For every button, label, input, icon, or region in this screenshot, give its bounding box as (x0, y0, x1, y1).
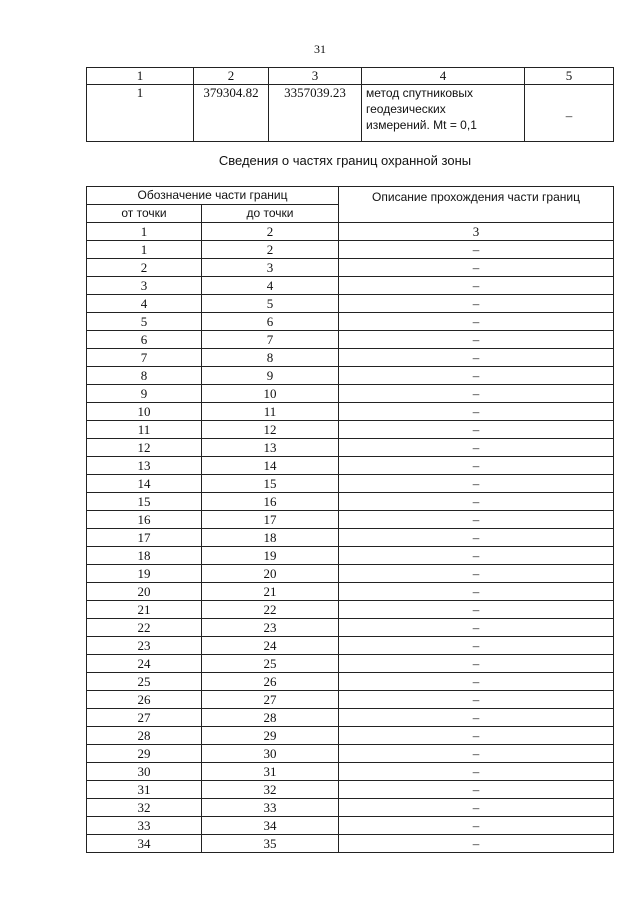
table-row (87, 655, 614, 673)
from-point: 6 (87, 331, 202, 349)
header-to: до точки (202, 205, 339, 223)
header-description: Описание прохождения части границ (339, 187, 614, 223)
column5-value: – (525, 85, 614, 142)
table-row (87, 799, 614, 817)
from-point: 13 (87, 457, 202, 475)
from-point: 3 (87, 277, 202, 295)
table-row (87, 763, 614, 781)
table-row (87, 241, 614, 259)
part-description: – (339, 457, 614, 475)
to-point: 29 (202, 727, 339, 745)
to-point: 34 (202, 817, 339, 835)
table-row (87, 619, 614, 637)
to-point: 17 (202, 511, 339, 529)
to-point: 30 (202, 745, 339, 763)
part-description: – (339, 547, 614, 565)
from-point: 7 (87, 349, 202, 367)
table-row (87, 259, 614, 277)
part-description: – (339, 475, 614, 493)
table-row (87, 349, 614, 367)
part-description: – (339, 367, 614, 385)
part-description: – (339, 439, 614, 457)
from-point: 1 (87, 241, 202, 259)
to-point: 20 (202, 565, 339, 583)
from-point: 22 (87, 619, 202, 637)
to-point: 6 (202, 313, 339, 331)
to-point: 31 (202, 763, 339, 781)
to-point: 8 (202, 349, 339, 367)
coordinate-y: 3357039.23 (269, 85, 362, 142)
table-row (87, 547, 614, 565)
part-description: – (339, 241, 614, 259)
from-point: 15 (87, 493, 202, 511)
to-point: 2 (202, 241, 339, 259)
table-row (87, 745, 614, 763)
from-point: 2 (87, 259, 202, 277)
from-point: 30 (87, 763, 202, 781)
table-row (87, 277, 614, 295)
table-row (87, 601, 614, 619)
page-number: 31 (314, 42, 326, 56)
column-number: 1 (87, 223, 202, 241)
to-point: 3 (202, 259, 339, 277)
part-description: – (339, 745, 614, 763)
to-point: 11 (202, 403, 339, 421)
column-number: 3 (339, 223, 614, 241)
boundary-parts-table (86, 186, 614, 853)
part-description: – (339, 835, 614, 853)
parts-header-row (87, 187, 614, 205)
from-point: 20 (87, 583, 202, 601)
from-point: 11 (87, 421, 202, 439)
part-description: – (339, 817, 614, 835)
table-row (87, 475, 614, 493)
header-cell: 3 (269, 68, 362, 85)
from-point: 25 (87, 673, 202, 691)
table-row (87, 673, 614, 691)
part-description: – (339, 727, 614, 745)
from-point: 14 (87, 475, 202, 493)
part-description: – (339, 349, 614, 367)
to-point: 12 (202, 421, 339, 439)
from-point: 23 (87, 637, 202, 655)
from-point: 26 (87, 691, 202, 709)
part-description: – (339, 637, 614, 655)
table-row (87, 835, 614, 853)
to-point: 33 (202, 799, 339, 817)
table-row (87, 331, 614, 349)
header-cell: 1 (87, 68, 194, 85)
part-description: – (339, 583, 614, 601)
table-row (87, 781, 614, 799)
to-point: 23 (202, 619, 339, 637)
to-point: 9 (202, 367, 339, 385)
table-row (87, 313, 614, 331)
table-row (87, 583, 614, 601)
coordinate-x: 379304.82 (194, 85, 269, 142)
part-description: – (339, 511, 614, 529)
part-description: – (339, 691, 614, 709)
table-row (87, 529, 614, 547)
part-description: – (339, 295, 614, 313)
to-point: 14 (202, 457, 339, 475)
from-point: 18 (87, 547, 202, 565)
header-cell: 4 (362, 68, 525, 85)
from-point: 32 (87, 799, 202, 817)
part-description: – (339, 781, 614, 799)
part-description: – (339, 619, 614, 637)
table-row (87, 565, 614, 583)
coordinates-row (87, 85, 614, 142)
to-point: 15 (202, 475, 339, 493)
method-line: метод спутниковых (366, 86, 474, 100)
to-point: 27 (202, 691, 339, 709)
part-description: – (339, 385, 614, 403)
to-point: 24 (202, 637, 339, 655)
table-row (87, 727, 614, 745)
part-description: – (339, 655, 614, 673)
to-point: 4 (202, 277, 339, 295)
table-row (87, 493, 614, 511)
header-from: от точки (87, 205, 202, 223)
table-row (87, 385, 614, 403)
from-point: 28 (87, 727, 202, 745)
from-point: 10 (87, 403, 202, 421)
section-title: Сведения о частях границ охранной зоны (218, 153, 472, 168)
column-number-row (87, 223, 614, 241)
to-point: 28 (202, 709, 339, 727)
to-point: 21 (202, 583, 339, 601)
header-cell: 2 (194, 68, 269, 85)
table-row (87, 637, 614, 655)
from-point: 33 (87, 817, 202, 835)
method-line: геодезических (366, 102, 446, 116)
to-point: 35 (202, 835, 339, 853)
part-description: – (339, 565, 614, 583)
header-group: Обозначение части границ (87, 187, 339, 205)
column-number: 2 (202, 223, 339, 241)
from-point: 8 (87, 367, 202, 385)
to-point: 22 (202, 601, 339, 619)
part-description: – (339, 277, 614, 295)
to-point: 32 (202, 781, 339, 799)
part-description: – (339, 493, 614, 511)
from-point: 24 (87, 655, 202, 673)
table-row (87, 709, 614, 727)
from-point: 34 (87, 835, 202, 853)
part-description: – (339, 529, 614, 547)
table-row (87, 367, 614, 385)
to-point: 26 (202, 673, 339, 691)
from-point: 16 (87, 511, 202, 529)
table-row (87, 439, 614, 457)
table-row (87, 403, 614, 421)
table-row (87, 295, 614, 313)
table-row (87, 421, 614, 439)
from-point: 17 (87, 529, 202, 547)
from-point: 29 (87, 745, 202, 763)
header-cell: 5 (525, 68, 614, 85)
part-description: – (339, 763, 614, 781)
part-description: – (339, 709, 614, 727)
part-description: – (339, 403, 614, 421)
from-point: 4 (87, 295, 202, 313)
from-point: 12 (87, 439, 202, 457)
table-row (87, 691, 614, 709)
point-number: 1 (87, 85, 194, 142)
to-point: 7 (202, 331, 339, 349)
from-point: 9 (87, 385, 202, 403)
to-point: 18 (202, 529, 339, 547)
method-line: измерений. Mt = 0,1 (366, 118, 477, 132)
from-point: 31 (87, 781, 202, 799)
table-row (87, 457, 614, 475)
table-row (87, 511, 614, 529)
to-point: 5 (202, 295, 339, 313)
from-point: 27 (87, 709, 202, 727)
to-point: 16 (202, 493, 339, 511)
part-description: – (339, 331, 614, 349)
part-description: – (339, 259, 614, 277)
part-description: – (339, 313, 614, 331)
to-point: 10 (202, 385, 339, 403)
part-description: – (339, 601, 614, 619)
part-description: – (339, 799, 614, 817)
to-point: 19 (202, 547, 339, 565)
table-row (87, 817, 614, 835)
from-point: 19 (87, 565, 202, 583)
from-point: 5 (87, 313, 202, 331)
from-point: 21 (87, 601, 202, 619)
part-description: – (339, 673, 614, 691)
method-description (362, 85, 525, 142)
to-point: 13 (202, 439, 339, 457)
to-point: 25 (202, 655, 339, 673)
coordinates-table (86, 67, 614, 142)
coordinates-header-row (87, 68, 614, 85)
part-description: – (339, 421, 614, 439)
